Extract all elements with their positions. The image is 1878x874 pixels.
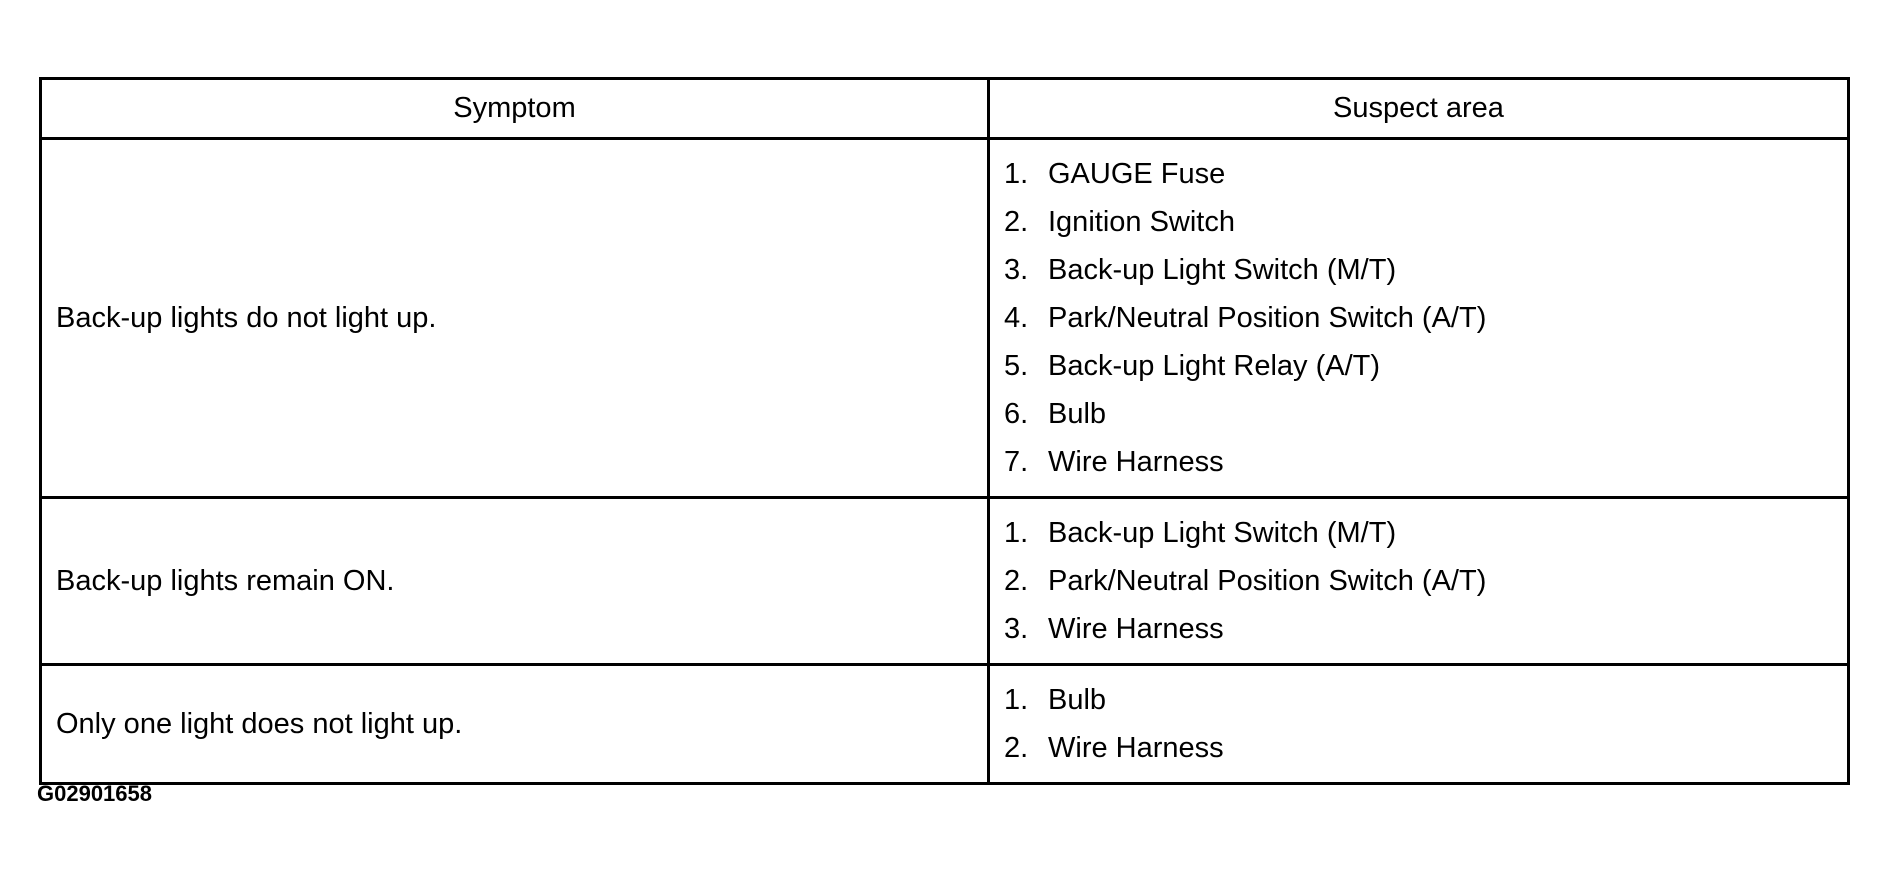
suspect-area-item-number: 5. [1004, 350, 1029, 382]
suspect-area-item [1004, 150, 1847, 198]
suspect-area-item [1004, 676, 1847, 724]
suspect-area-item-text: Wire Harness [1048, 446, 1224, 478]
suspect-area-item-text: Park/Neutral Position Switch (A/T) [1048, 565, 1487, 597]
suspect-area-list [1004, 676, 1847, 772]
suspect-area-item-text: Back-up Light Switch (M/T) [1048, 254, 1397, 286]
suspect-area-item-text: GAUGE Fuse [1048, 158, 1226, 190]
suspect-area-item-number: 3. [1004, 613, 1029, 645]
suspect-area-item [1004, 509, 1847, 557]
suspect-area-item-text: Park/Neutral Position Switch (A/T) [1048, 302, 1487, 334]
suspect-area-cell [989, 665, 1849, 784]
symptom-cell: Back-up lights remain ON. [41, 498, 989, 665]
suspect-area-item [1004, 198, 1847, 246]
suspect-area-cell [989, 139, 1849, 498]
suspect-area-item-number: 3. [1004, 254, 1029, 286]
suspect-area-item-text: Wire Harness [1048, 732, 1224, 764]
suspect-area-item-number: 4. [1004, 302, 1029, 334]
suspect-area-column-header: Suspect area [989, 79, 1849, 139]
suspect-area-item-text: Wire Harness [1048, 613, 1224, 645]
suspect-area-item [1004, 246, 1847, 294]
suspect-area-item-number: 1. [1004, 517, 1029, 549]
suspect-area-item [1004, 557, 1847, 605]
suspect-area-list [1004, 509, 1847, 653]
suspect-area-item-number: 7. [1004, 446, 1029, 478]
suspect-area-item [1004, 724, 1847, 772]
suspect-area-item [1004, 438, 1847, 486]
suspect-area-item-text: Bulb [1048, 684, 1107, 716]
suspect-area-item-text: Back-up Light Relay (A/T) [1048, 350, 1381, 382]
suspect-area-item-number: 2. [1004, 565, 1029, 597]
symptom-table [39, 77, 1850, 785]
suspect-area-item-text: Ignition Switch [1048, 206, 1235, 238]
suspect-area-item-text: Back-up Light Switch (M/T) [1048, 517, 1397, 549]
suspect-area-item [1004, 342, 1847, 390]
table-row [41, 665, 1849, 784]
symptom-cell: Back-up lights do not light up. [41, 139, 989, 498]
figure-id: G02901658 [37, 781, 152, 806]
symptom-cell: Only one light does not light up. [41, 665, 989, 784]
table-row [41, 139, 1849, 498]
suspect-area-item [1004, 605, 1847, 653]
suspect-area-cell [989, 498, 1849, 665]
suspect-area-list [1004, 150, 1847, 486]
suspect-area-item-number: 1. [1004, 158, 1029, 190]
suspect-area-item-number: 6. [1004, 398, 1029, 430]
suspect-area-item-number: 1. [1004, 684, 1029, 716]
table-body [41, 139, 1849, 784]
suspect-area-item-text: Bulb [1048, 398, 1107, 430]
suspect-area-item [1004, 390, 1847, 438]
suspect-area-item-number: 2. [1004, 206, 1029, 238]
suspect-area-item-number: 2. [1004, 732, 1029, 764]
symptom-column-header: Symptom [41, 79, 989, 139]
table-row [41, 498, 1849, 665]
suspect-area-item [1004, 294, 1847, 342]
table-header-row [41, 79, 1849, 139]
